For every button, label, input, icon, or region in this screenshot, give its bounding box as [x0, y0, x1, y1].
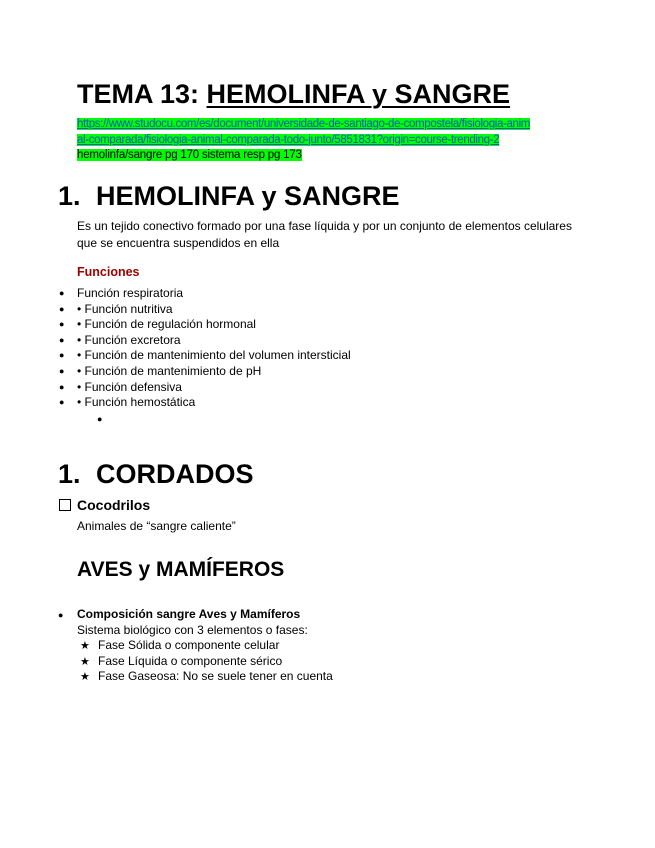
list-item-text: Fase Líquida o componente sérico [98, 653, 283, 668]
composition-bullet [58, 606, 300, 623]
checklist-item-cocodrilos [59, 496, 150, 514]
list-item [58, 286, 351, 302]
source-block [77, 117, 577, 164]
phases-list [80, 638, 333, 685]
star-bullet-icon: ★ [80, 639, 90, 652]
list-item [80, 638, 333, 654]
star-bullet-icon: ★ [80, 670, 90, 684]
list-item [58, 302, 351, 318]
star-bullet-icon: ★ [80, 654, 90, 668]
section-number: 1. [58, 181, 81, 211]
source-link-line-2[interactable]: al-comparada/fisiologia-animal-comparada-todo-junto/5851831?origin=course-trending-2 [77, 133, 500, 146]
source-page-note: hemolinfa/sangre pg 170 sistema resp pg 173 [77, 149, 302, 161]
checklist-note: Animales de “sangre caliente” [77, 519, 236, 533]
functions-list [58, 286, 351, 411]
list-item-text: • Función de mantenimiento del volumen intersticial [77, 348, 351, 363]
document-title-underlined: HEMOLINFA y SANGRE [206, 79, 511, 109]
section-title: CORDADOS [96, 459, 254, 489]
list-item [58, 380, 351, 396]
bullet-dot-icon: ● [58, 610, 64, 620]
list-item-text: • Función hemostática [77, 395, 196, 410]
list-item-text: • Función excretora [77, 332, 181, 347]
functions-heading: Funciones [77, 265, 140, 279]
composition-title: Composición sangre Aves y Mamíferos [77, 607, 301, 621]
section-heading-hemolinfa [58, 179, 400, 213]
bullet-dot-icon: ● [59, 334, 65, 345]
checklist-item-label: Cocodrilos [77, 497, 151, 513]
list-item [80, 654, 333, 670]
list-item [58, 364, 351, 380]
bullet-dot-icon: ● [59, 319, 65, 330]
source-link-line-1[interactable]: https://www.studocu.com/es/document/universidade-de-santiago-de-compostela/fisiologia-anim [77, 118, 531, 130]
section-heading-cordados [58, 457, 254, 491]
subheading-aves-mamiferos: AVES y MAMÍFEROS [77, 558, 285, 581]
definition-paragraph: Es un tejido conectivo formado por una fase líquida y por un conjunto de elementos celulares que se encuentra suspendidos en ella [77, 219, 572, 250]
bullet-dot-icon: ● [59, 365, 65, 376]
list-item-text: Fase Gaseosa: No se suele tener en cuenta [98, 669, 333, 684]
list-item [80, 669, 333, 685]
bullet-dot-icon: ● [59, 397, 65, 408]
list-item-text: • Función de mantenimiento de pH [77, 363, 262, 378]
list-item-text: • Función nutritiva [77, 301, 173, 316]
bullet-dot-icon: ● [59, 288, 65, 298]
list-item-text: • Función defensiva [77, 379, 182, 394]
document-title [77, 77, 510, 111]
list-item [58, 395, 351, 411]
list-item [58, 333, 351, 349]
document-title-prefix: TEMA 13: [77, 79, 207, 109]
bullet-dot-icon: ● [59, 303, 65, 314]
bullet-dot-icon: ● [59, 381, 65, 392]
list-item-text: Función respiratoria [77, 286, 184, 300]
empty-bullet-icon: ● [97, 414, 103, 424]
list-item [58, 348, 351, 364]
composition-intro: Sistema biológico con 3 elementos o fases: [77, 623, 308, 637]
list-item [58, 317, 351, 333]
section-title: HEMOLINFA y SANGRE [96, 181, 400, 211]
list-item-text: Fase Sólida o componente celular [98, 638, 280, 652]
checkbox-icon[interactable] [59, 499, 71, 511]
bullet-dot-icon: ● [59, 350, 65, 361]
list-item-text: • Función de regulación hormonal [77, 317, 256, 332]
section-number: 1. [58, 459, 81, 489]
